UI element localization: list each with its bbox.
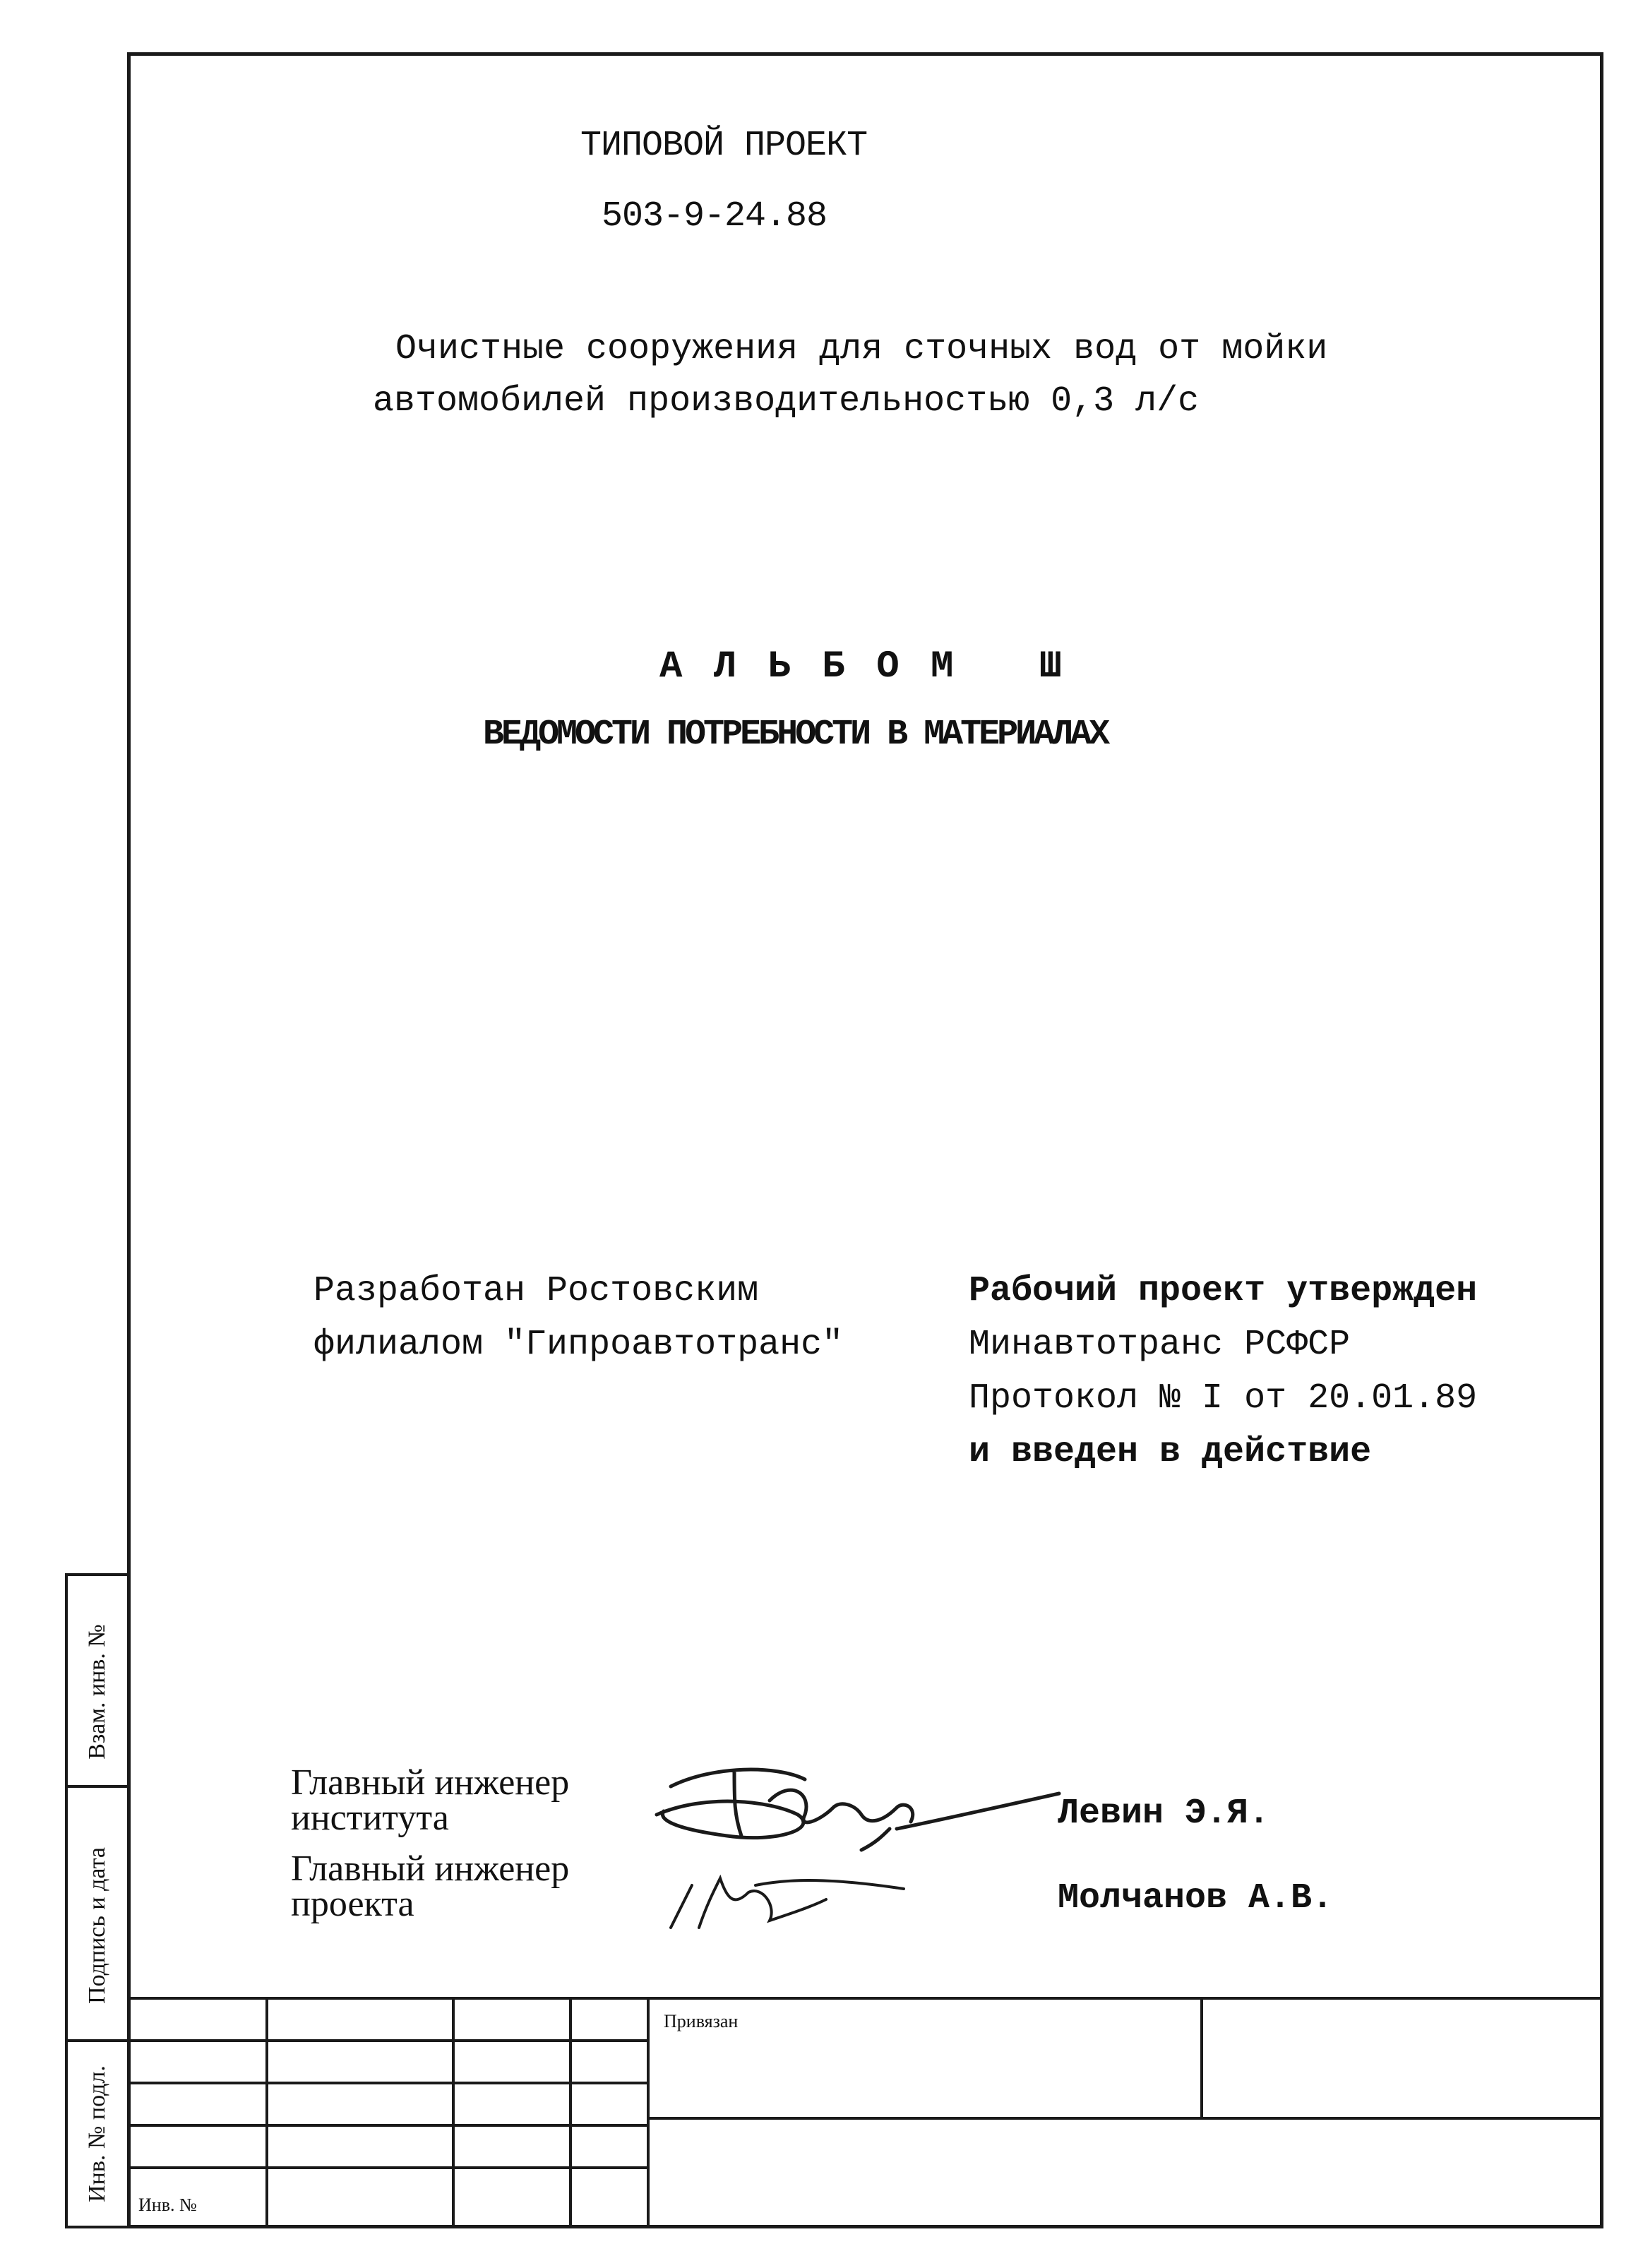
stamp-col-1 bbox=[265, 1997, 268, 2228]
stamp-col-4 bbox=[647, 1997, 650, 2228]
role-2-line-1: Главный инженер bbox=[291, 1849, 570, 1889]
side-cell-original-inv: Инв. № подл. bbox=[84, 2065, 110, 2202]
side-divider-2 bbox=[68, 2039, 127, 2042]
project-number: 503-9-24.88 bbox=[602, 196, 828, 237]
stamp-row-right bbox=[647, 2117, 1603, 2120]
subject-line-1: Очистные сооружения для сточных вод от мойки bbox=[395, 329, 1328, 369]
album-title: А Л Ь Б О М Ш bbox=[659, 645, 1067, 688]
approval-line-2: Минавтотранс РСФСР bbox=[969, 1325, 1351, 1365]
stamp-col-3 bbox=[569, 1997, 572, 2228]
stamp-col-5 bbox=[1200, 1997, 1203, 2117]
role-1-line-2: института bbox=[291, 1798, 449, 1838]
project-type: ТИПОВОЙ ПРОЕКТ bbox=[580, 126, 868, 166]
developer-line-2: филиалом "Гипроавтотранс" bbox=[313, 1325, 844, 1365]
stamp-top-line bbox=[127, 1997, 1603, 2000]
role-1-line-1: Главный инженер bbox=[291, 1762, 570, 1803]
album-subtitle: ВЕДОМОСТИ ПОТРЕБНОСТИ В МАТЕРИАЛАХ bbox=[483, 715, 1108, 755]
stamp-row-3 bbox=[127, 2124, 647, 2127]
stamp-row-1 bbox=[127, 2039, 647, 2042]
signature-image bbox=[628, 1737, 1066, 1963]
stamp-row-4 bbox=[127, 2166, 647, 2169]
side-divider-1 bbox=[68, 1785, 127, 1788]
subject-line-2: автомобилей производительностью 0,3 л/с bbox=[373, 381, 1200, 422]
approval-line-4: и введен в действие bbox=[969, 1432, 1372, 1472]
role-2-line-2: проекта bbox=[291, 1884, 414, 1924]
side-approval-strip bbox=[65, 1573, 127, 2228]
side-cell-signature-date: Подпись и дата bbox=[84, 1847, 110, 2004]
signer-name-2: Молчанов А.В. bbox=[1058, 1878, 1334, 1918]
approval-line-1: Рабочий проект утвержден bbox=[969, 1271, 1478, 1311]
inventory-label: Инв. № bbox=[138, 2195, 197, 2215]
signer-name-1: Левин Э.Я. bbox=[1058, 1793, 1270, 1834]
stamp-col-2 bbox=[452, 1997, 455, 2228]
side-cell-replaced-inv: Взам. инв. № bbox=[84, 1624, 110, 1760]
stamp-row-2 bbox=[127, 2082, 647, 2084]
approval-line-3: Протокол № I от 20.01.89 bbox=[969, 1378, 1478, 1419]
developer-line-1: Разработан Ростовским bbox=[313, 1271, 759, 1311]
bound-label: Привязан bbox=[664, 2011, 739, 2031]
